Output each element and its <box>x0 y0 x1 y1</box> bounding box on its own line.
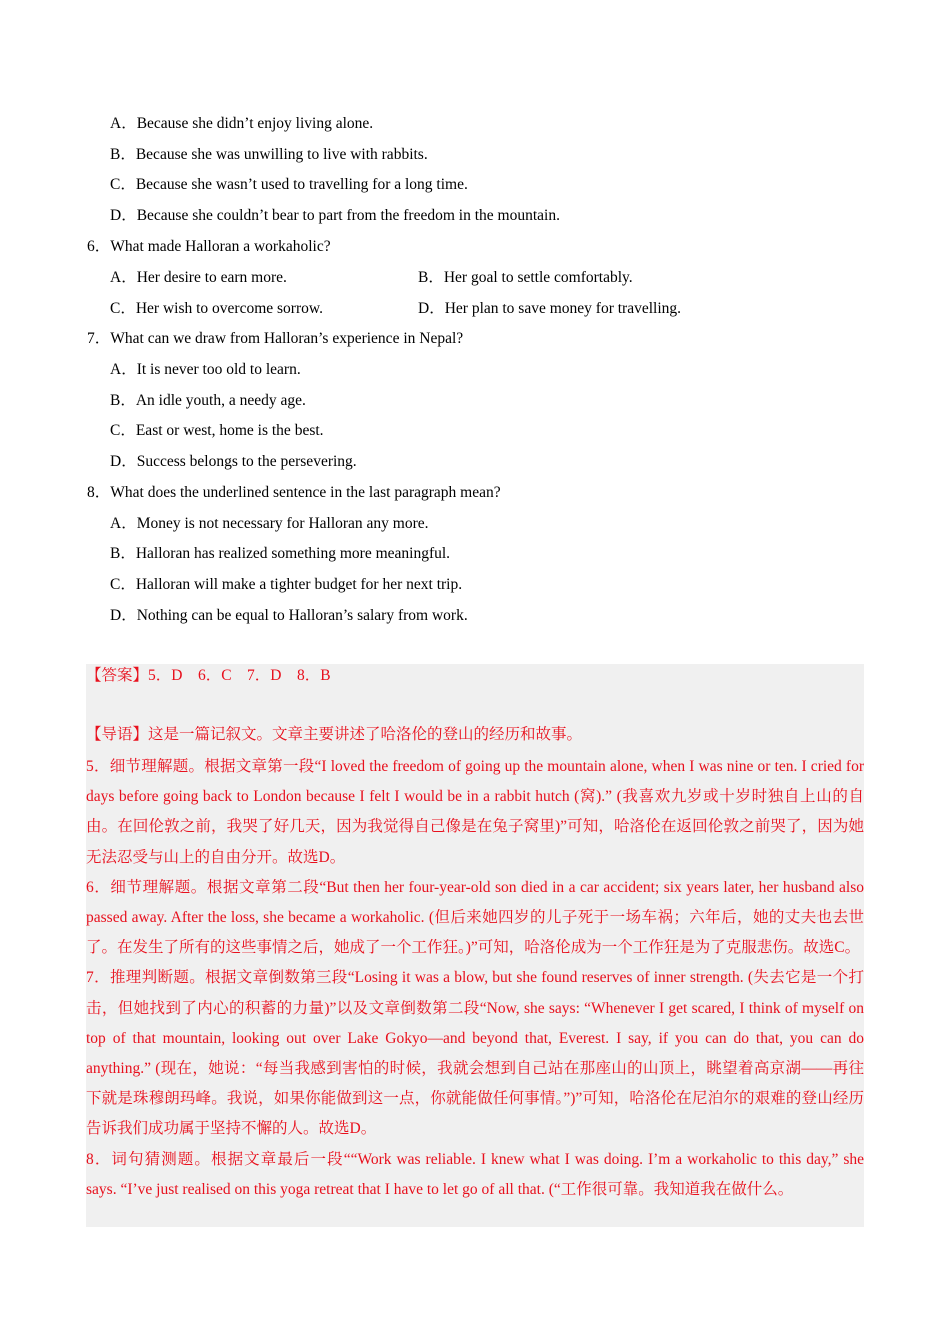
guide-text: 这是一篇记叙文。文章主要讲述了哈洛伦的登山的经历和故事。 <box>148 726 583 743</box>
q7-option-a: A．It is never too old to learn. <box>110 361 301 378</box>
q8-stem: 8．What does the underlined sentence in the last paragraph mean? <box>87 484 501 501</box>
q8-option-c: C．Halloran will make a tighter budget for her next trip. <box>110 576 463 593</box>
q7-stem: 7．What can we draw from Halloran’s experience in Nepal? <box>87 330 464 347</box>
explanation-q5: 5．细节理解题。根据文章第一段“I loved the freedom of going up the mountain alone, when I was nine or ten. I cried for days before going back to London because I felt I would be in a rabbit hutch (窝).” (我喜欢九岁或十岁时独自上山的自由。在回伦敦之前，我哭了好几天，因为我觉得自己像是在兔子窝里)”可知，哈洛伦在返回伦敦之前哭了，因为她无法忍受与山上的自由分开。故选D。 <box>86 758 864 866</box>
q8-option-a: A．Money is not necessary for Halloran any more. <box>110 515 429 532</box>
q8-option-b: B．Halloran has realized something more meaningful. <box>110 545 451 562</box>
q7-option-c: C．East or west, home is the best. <box>110 422 324 439</box>
answer-values: 5．D 6．C 7．D 8．B <box>148 667 331 684</box>
answer-line <box>86 666 864 686</box>
q6-option-d: D．Her plan to save money for travelling. <box>418 300 682 317</box>
explanations <box>86 752 864 1205</box>
q5-option-a: A．Because she didn’t enjoy living alone. <box>110 115 374 132</box>
q5-option-d: D．Because she couldn’t bear to part from the freedom in the mountain. <box>110 207 560 224</box>
q6-option-b: B．Her goal to settle comfortably. <box>418 269 633 286</box>
explanations-region <box>86 752 864 1227</box>
q5-option-c: C．Because she wasn’t used to travelling for a long time. <box>110 176 468 193</box>
q7-option-d: D．Success belongs to the persevering. <box>110 453 357 470</box>
q6-option-c: C．Her wish to overcome sorrow. <box>110 300 323 317</box>
answer-tag: 【答案】 <box>86 667 149 684</box>
guide-line <box>86 725 864 745</box>
q6-option-a: A．Her desire to earn more. <box>110 269 287 286</box>
explanation-q8: 8．词句猜测题。根据文章最后一段““Work was reliable. I knew what I was doing. I’m a workaholic to this day,” she says. “I’ve just realised on this yoga retreat that I have to let go of all that. (“工作很可靠。我知道我在做什么。 <box>86 1150 864 1198</box>
guide-tag: 【导语】 <box>86 726 149 743</box>
q8-option-d: D．Nothing can be equal to Halloran’s salary from work. <box>110 607 468 624</box>
explanation-q6: 6．细节理解题。根据文章第二段“But then her four-year-old son died in a car accident; six years later, her husband also passed away. After the loss, she became a workaholic. (但后来她四岁的儿子死于一场车祸；六年后，她的丈夫也去世了。在发生了所有的这些事情之后，她成了一个工作狂。)”可知，哈洛伦成为一个工作狂是为了克服悲伤。故选C。 <box>86 878 864 957</box>
q7-option-b: B．An idle youth, a needy age. <box>110 392 306 409</box>
q5-option-b: B．Because she was unwilling to live with rabbits. <box>110 146 428 163</box>
q6-stem: 6．What made Halloran a workaholic? <box>87 238 331 255</box>
explanation-q7: 7．推理判断题。根据文章倒数第三段“Losing it was a blow, but she found reserves of inner strength. (失去它是一个打击，但她找到了内心的积蓄的力量)”以及文章倒数第二段“Now, she says: “Whenever I get scared, I think of myself on top of that mountain, looking out over Lake Gokyo—and beyond that, Everest. I say, if you can do that, you can do anything.” (现在，她说：“每当我感到害怕的时候，我就会想到自己站在那座山的山顶上，眺望着高京湖——再往下就是珠穆朗玛峰。我说，如果你能做到这一点，你就能做任何事情。”)”可知，哈洛伦在尼泊尔的艰难的登山经历告诉我们成功属于坚持不懈的人。故选D。 <box>86 969 864 1138</box>
